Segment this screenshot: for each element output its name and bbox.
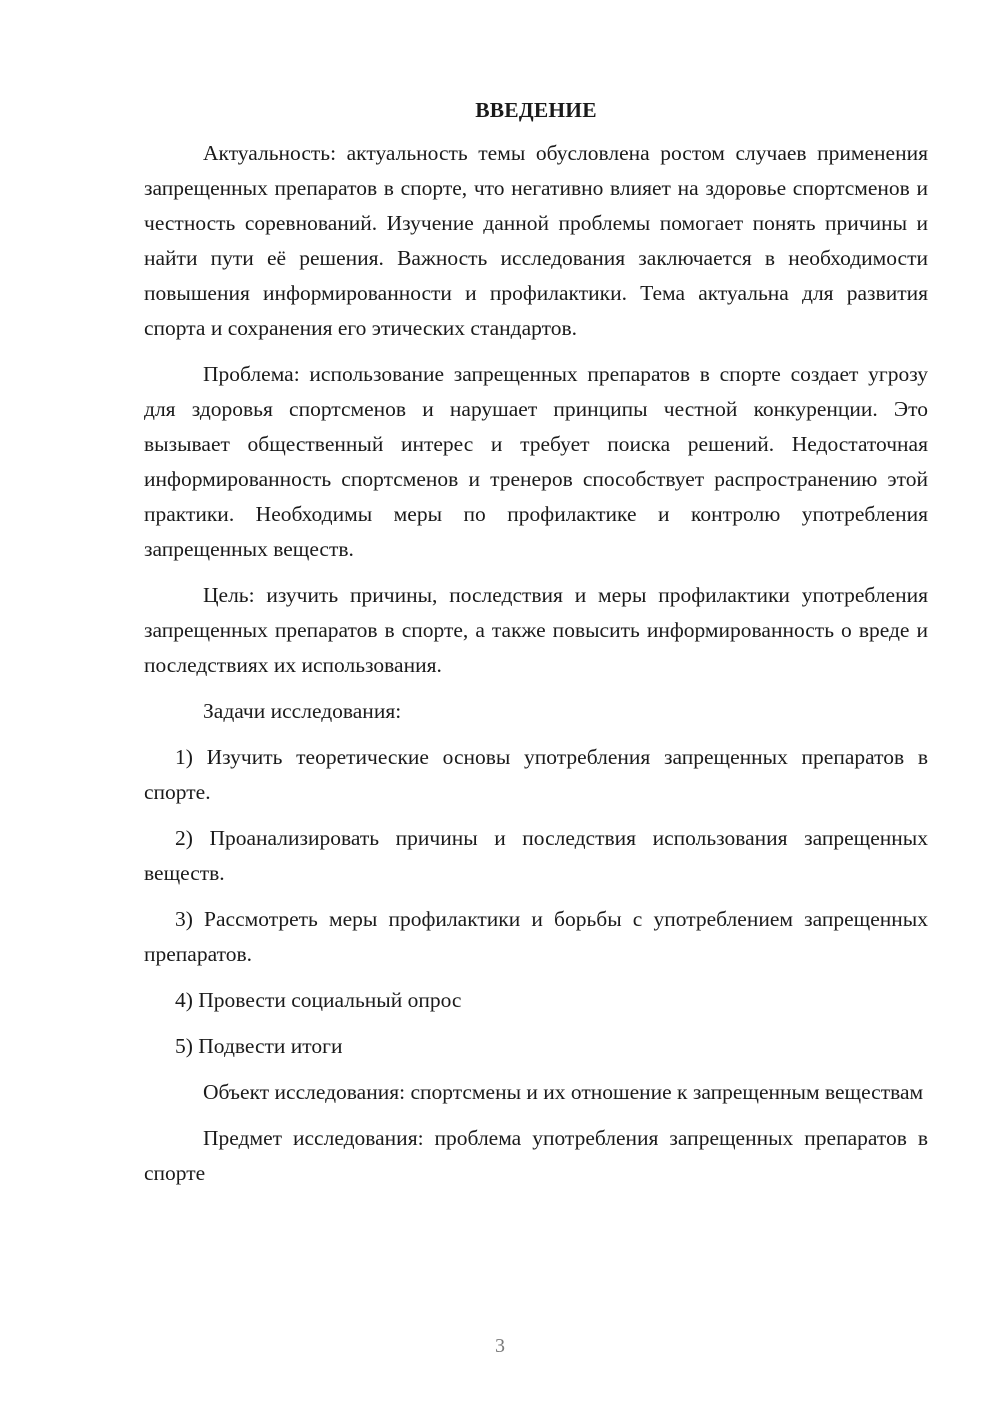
subject-paragraph: Предмет исследования: проблема употребления запрещенных препаратов в спорте	[144, 1126, 928, 1185]
section-title: ВВЕДЕНИЕ	[475, 98, 597, 122]
goal-paragraph: Цель: изучить причины, последствия и меры профилактики употребления запрещенных препаратов в спорте, а также повысить информированность о вреде и последствиях их использования.	[144, 583, 928, 677]
tasks-heading: Задачи исследования:	[203, 699, 402, 723]
task-item-5: 5) Подвести итоги	[175, 1034, 343, 1058]
document-page	[144, 96, 928, 1191]
object-paragraph: Объект исследования: спортсмены и их отношение к запрещенным веществам	[203, 1080, 924, 1104]
task-item-2: 2) Проанализировать причины и последствия использования запрещенных веществ.	[144, 826, 928, 885]
problem-paragraph: Проблема: использование запрещенных препаратов в спорте создает угрозу для здоровья спортсменов и нарушает принципы честной конкуренции. Это вызывает общественный интерес и требует поиска решений. Недостаточная информированность спортсменов и тренеров способствует распространению этой практики. Необходимы меры по профилактике и контролю употребления запрещенных веществ.	[144, 362, 928, 561]
task-item-1: 1) Изучить теоретические основы употребления запрещенных препаратов в спорте.	[144, 745, 928, 804]
relevance-paragraph: Актуальность: актуальность темы обусловлена ростом случаев применения запрещенных препаратов в спорте, что негативно влияет на здоровье спортсменов и честность соревнований. Изучение данной проблемы помогает понять причины и найти пути её решения. Важность исследования заключается в необходимости повышения информированности и профилактики. Тема актуальна для развития спорта и сохранения его этических стандартов.	[144, 141, 928, 340]
task-item-3: 3) Рассмотреть меры профилактики и борьбы с употреблением запрещенных препаратов.	[144, 907, 928, 966]
task-item-4: 4) Провести социальный опрос	[175, 988, 462, 1012]
page-number: 3	[495, 1335, 505, 1357]
